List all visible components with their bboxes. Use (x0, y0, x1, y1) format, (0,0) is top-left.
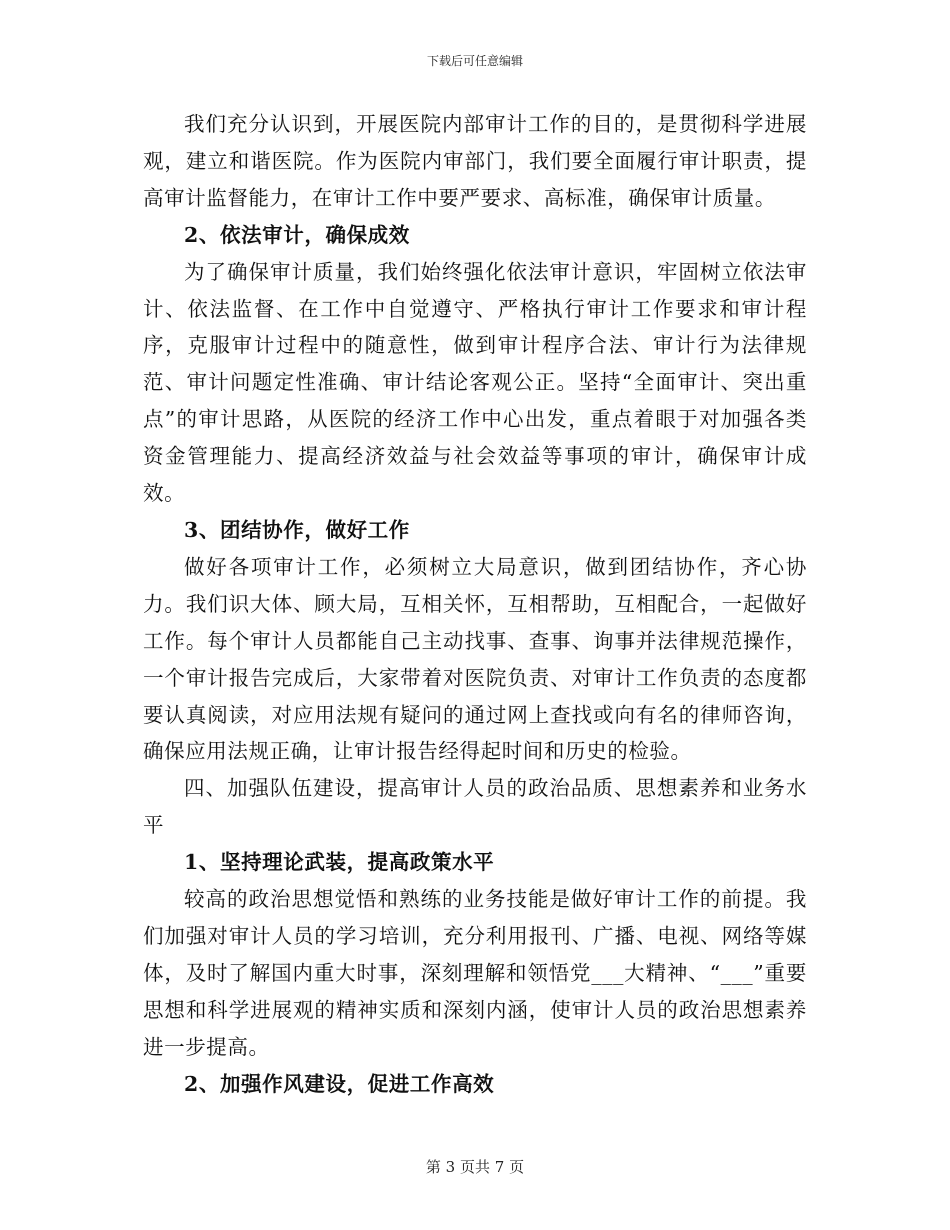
paragraph: 为了确保审计质量，我们始终强化依法审计意识，牢固树立依法审计、依法监督、在工作中自觉遵守、严格执行审计工作要求和审计程序，克服审计过程中的随意性，做到审计程序合法、审计行为法律规范、审计问题定性准确、审计结论客观公正。坚持“全面审计、突出重点”的审计思路，从医院的经济工作中心出发，重点着眼于对加强各类资金管理能力、提高经济效益与社会效益等事项的审计，确保审计成效。 (143, 259, 807, 506)
page-footer: 第 3 页共 7 页 (425, 1158, 525, 1176)
section-heading: 3、团结协作，做好工作 (184, 517, 410, 542)
section-heading: 1、坚持理论武装，提高政策水平 (184, 850, 495, 875)
section-heading: 2、依法审计，确保成效 (184, 222, 410, 247)
page-header: 下载后可任意编辑 (426, 54, 523, 68)
paragraph: 我们充分认识到，开展医院内部审计工作的目的，是贯彻科学进展观，建立和谐医院。作为医院内审部门，我们要全面履行审计职责，提高审计监督能力，在审计工作中要严要求、高标准，确保审计质量。 (143, 112, 807, 210)
chapter-heading: 四、加强队伍建设，提高审计人员的政治品质、思想素养和业务水平 (143, 776, 807, 838)
section-heading: 2、加强作风建设，促进工作高效 (184, 1071, 495, 1096)
document-body (143, 106, 807, 1102)
paragraph: 做好各项审计工作，必须树立大局意识，做到团结协作，齐心协力。我们识大体、顾大局，互相关怀，互相帮助，互相配合，一起做好工作。每个审计人员都能自己主动找事、查事、询事并法律规范操作，一个审计报告完成后，大家带着对医院负责、对审计工作负责的态度都要认真阅读，对应用法规有疑问的通过网上查找或向有名的律师咨询，确保应用法规正确，让审计报告经得起时间和历史的检验。 (143, 554, 807, 764)
paragraph: 较高的政治思想觉悟和熟练的业务技能是做好审计工作的前提。我们加强对审计人员的学习培训，充分利用报刊、广播、电视、网络等媒体，及时了解国内重大时事，深刻理解和领悟党___大精神、“___”重要思想和科学进展观的精神实质和深刻内涵，使审计人员的政治思想素养进一步提高。 (143, 887, 807, 1059)
